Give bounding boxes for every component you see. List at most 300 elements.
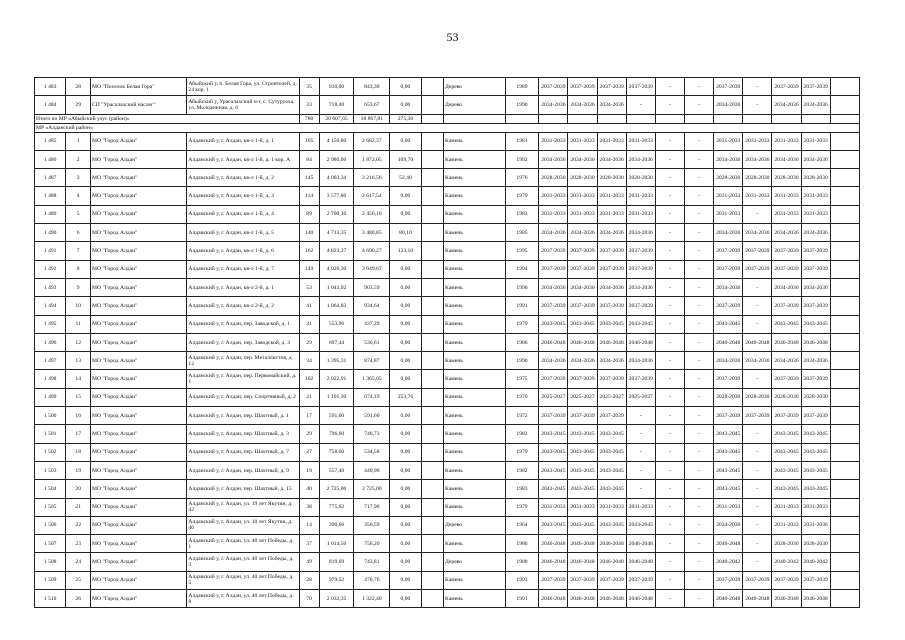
period-cell: 2037-2039 bbox=[568, 297, 597, 315]
row-id-cell: 1 508 bbox=[35, 553, 66, 571]
total-area-cell: 2 986,00 bbox=[319, 150, 354, 168]
build-year-cell: 1983 bbox=[505, 205, 539, 223]
apartments-cell: 28 bbox=[299, 571, 319, 589]
period-cell: 2031-2033 bbox=[714, 205, 743, 223]
period-cell: 2034-2036 bbox=[539, 352, 568, 370]
period-cell: 2040-2042 bbox=[801, 553, 830, 571]
row-id-cell: 1 497 bbox=[35, 352, 66, 370]
period-cell: - bbox=[655, 498, 684, 516]
period-cell: 2034-2036 bbox=[772, 96, 801, 114]
row-id-cell: 1 485 bbox=[35, 132, 66, 150]
total-value-cell: 20 607,65 bbox=[319, 114, 354, 123]
empty-cell bbox=[421, 553, 443, 571]
table-row bbox=[35, 205, 860, 223]
period-cell: 2037-2039 bbox=[801, 78, 830, 96]
period-cell: - bbox=[743, 370, 772, 388]
period-cell: 2037-2039 bbox=[743, 571, 772, 589]
period-cell: 2031-2033 bbox=[626, 187, 655, 205]
period-cell: 2025-2027 bbox=[539, 388, 568, 406]
empty-cell bbox=[801, 114, 830, 123]
empty-cell bbox=[830, 535, 859, 553]
period-cell: 2043-2045 bbox=[597, 443, 626, 461]
period-cell: 2037-2039 bbox=[626, 571, 655, 589]
period-cell: - bbox=[626, 461, 655, 479]
period-cell: 2046-2048 bbox=[626, 590, 655, 608]
nonliving-area-cell: 0,00 bbox=[390, 370, 421, 388]
empty-cell bbox=[568, 114, 597, 123]
period-cell: - bbox=[626, 480, 655, 498]
apartments-cell: 84 bbox=[299, 150, 319, 168]
period-cell: 2037-2039 bbox=[743, 260, 772, 278]
build-year-cell: 1988 bbox=[505, 553, 539, 571]
period-cell: 2046-2048 bbox=[626, 553, 655, 571]
empty-cell bbox=[421, 571, 443, 589]
apartments-cell: 114 bbox=[299, 187, 319, 205]
table-row bbox=[35, 370, 860, 388]
build-year-cell: 1982 bbox=[505, 425, 539, 443]
period-cell: 2046-2048 bbox=[714, 333, 743, 351]
row-number-cell: 13 bbox=[66, 352, 91, 370]
period-cell: 2031-2033 bbox=[568, 498, 597, 516]
apartments-cell: 33 bbox=[299, 96, 319, 114]
row-number-cell: 8 bbox=[66, 260, 91, 278]
living-area-cell: 874,87 bbox=[354, 352, 390, 370]
wall-material-cell: Камень bbox=[444, 352, 506, 370]
table-row bbox=[35, 571, 860, 589]
total-area-cell: 1 043,92 bbox=[319, 278, 354, 296]
row-id-cell: 1 505 bbox=[35, 498, 66, 516]
nonliving-area-cell: 0,00 bbox=[390, 78, 421, 96]
period-cell: 2028-2030 bbox=[772, 169, 801, 187]
period-cell: 2046-2048 bbox=[597, 553, 626, 571]
total-area-cell: 4 823,37 bbox=[319, 242, 354, 260]
address-cell: Алданский у, г. Алдан, пер. Шахтный, д. 1 bbox=[187, 407, 299, 425]
apartments-cell: 149 bbox=[299, 260, 319, 278]
empty-cell bbox=[421, 224, 443, 242]
period-cell: 2034-2036 bbox=[568, 150, 597, 168]
period-cell: 2031-2033 bbox=[597, 132, 626, 150]
table-row bbox=[35, 260, 860, 278]
empty-cell bbox=[421, 242, 443, 260]
municipality-cell: МО "Город Алдан" bbox=[91, 224, 187, 242]
period-cell: 2034-2036 bbox=[772, 150, 801, 168]
period-cell: 2043-2045 bbox=[539, 461, 568, 479]
empty-cell bbox=[743, 114, 772, 123]
period-cell: 2037-2039 bbox=[539, 260, 568, 278]
municipality-cell: МО "Город Алдан" bbox=[91, 187, 187, 205]
table-row bbox=[35, 96, 860, 114]
period-cell: 2037-2039 bbox=[597, 260, 626, 278]
period-cell: 2028-2030 bbox=[714, 388, 743, 406]
period-cell: - bbox=[685, 443, 714, 461]
wall-material-cell: Камень bbox=[444, 333, 506, 351]
nonliving-area-cell: 0,00 bbox=[390, 516, 421, 534]
period-cell: - bbox=[685, 370, 714, 388]
apartments-cell: 40 bbox=[299, 480, 319, 498]
apartments-cell: 34 bbox=[299, 352, 319, 370]
living-area-cell: 717,90 bbox=[354, 498, 390, 516]
period-cell: - bbox=[655, 425, 684, 443]
empty-cell bbox=[830, 425, 859, 443]
period-cell: - bbox=[626, 425, 655, 443]
living-area-cell: 2 456,10 bbox=[354, 205, 390, 223]
total-area-cell: 1 014,50 bbox=[319, 535, 354, 553]
municipality-cell: МО "Город Алдан" bbox=[91, 498, 187, 516]
nonliving-area-cell: 0,00 bbox=[390, 553, 421, 571]
living-area-cell: 536,61 bbox=[354, 333, 390, 351]
empty-cell bbox=[421, 333, 443, 351]
empty-cell bbox=[421, 407, 443, 425]
period-cell: 2037-2039 bbox=[568, 407, 597, 425]
empty-cell bbox=[444, 114, 506, 123]
period-cell: 2034-2036 bbox=[597, 150, 626, 168]
total-label: Итого по МР «Абыйский улус (район)» bbox=[35, 114, 300, 123]
nonliving-area-cell: 0,00 bbox=[390, 443, 421, 461]
municipality-cell: МО "Город Алдан" bbox=[91, 132, 187, 150]
empty-cell bbox=[830, 571, 859, 589]
period-cell: - bbox=[685, 553, 714, 571]
period-cell: 2043-2045 bbox=[568, 315, 597, 333]
total-area-cell: 553,96 bbox=[319, 315, 354, 333]
empty-cell bbox=[421, 187, 443, 205]
empty-cell bbox=[597, 114, 626, 123]
table-row bbox=[35, 498, 860, 516]
table-row bbox=[35, 480, 860, 498]
period-cell: 2034-2036 bbox=[801, 96, 830, 114]
row-number-cell: 18 bbox=[66, 443, 91, 461]
period-cell: 2037-2039 bbox=[772, 571, 801, 589]
empty-cell bbox=[830, 498, 859, 516]
period-cell: 2046-2048 bbox=[597, 535, 626, 553]
period-cell: 2043-2045 bbox=[772, 461, 801, 479]
period-cell: 2046-2048 bbox=[772, 333, 801, 351]
row-id-cell: 1 486 bbox=[35, 150, 66, 168]
municipality-cell: МО "Город Алдан" bbox=[91, 425, 187, 443]
period-cell: 2034-2036 bbox=[714, 224, 743, 242]
total-area-cell: 591,60 bbox=[319, 407, 354, 425]
wall-material-cell: Камень bbox=[444, 388, 506, 406]
address-cell: Абыйский у, Урасалахский н-г, с. Сутуруоха, ул. Молодежная, д. 6 bbox=[187, 96, 299, 114]
empty-cell bbox=[830, 187, 859, 205]
empty-cell bbox=[830, 333, 859, 351]
build-year-cell: 1990 bbox=[505, 278, 539, 296]
build-year-cell: 1990 bbox=[505, 96, 539, 114]
period-cell: 2034-2036 bbox=[568, 224, 597, 242]
build-year-cell: 1990 bbox=[505, 352, 539, 370]
period-cell: 2046-2048 bbox=[772, 590, 801, 608]
row-number-cell: 17 bbox=[66, 425, 91, 443]
table-row bbox=[35, 516, 860, 534]
period-cell: 2037-2039 bbox=[772, 260, 801, 278]
address-cell: Алданский у, г. Алдан, пер. Шахтный, д. 7 bbox=[187, 443, 299, 461]
period-cell: 2034-2036 bbox=[714, 278, 743, 296]
period-cell: - bbox=[655, 205, 684, 223]
apartments-cell: 89 bbox=[299, 205, 319, 223]
period-cell: - bbox=[655, 590, 684, 608]
period-cell: - bbox=[655, 407, 684, 425]
total-area-cell: 910,00 bbox=[319, 78, 354, 96]
period-cell: 2046-2048 bbox=[539, 535, 568, 553]
empty-cell bbox=[714, 114, 743, 123]
period-cell: 2046-2048 bbox=[714, 590, 743, 608]
period-cell: 2037-2039 bbox=[714, 370, 743, 388]
build-year-cell: 1989 bbox=[505, 78, 539, 96]
period-cell: - bbox=[685, 315, 714, 333]
period-cell: 2037-2039 bbox=[626, 260, 655, 278]
period-cell: - bbox=[655, 315, 684, 333]
living-area-cell: 1 872,05 bbox=[354, 150, 390, 168]
build-year-cell: 1992 bbox=[505, 150, 539, 168]
period-cell: 2034-2036 bbox=[568, 96, 597, 114]
period-cell: - bbox=[655, 242, 684, 260]
row-number-cell: 11 bbox=[66, 315, 91, 333]
row-number-cell: 26 bbox=[66, 590, 91, 608]
period-cell: - bbox=[655, 480, 684, 498]
period-cell: 2031-2033 bbox=[743, 187, 772, 205]
period-cell: 2034-2036 bbox=[801, 352, 830, 370]
empty-cell bbox=[421, 590, 443, 608]
municipality-cell: МО "Город Алдан" bbox=[91, 443, 187, 461]
period-cell: - bbox=[655, 370, 684, 388]
period-cell: 2031-2033 bbox=[772, 205, 801, 223]
period-cell: 2034-2036 bbox=[714, 150, 743, 168]
period-cell: 2043-2045 bbox=[568, 461, 597, 479]
empty-cell bbox=[421, 388, 443, 406]
row-number-cell: 15 bbox=[66, 388, 91, 406]
living-area-cell: 2 725,00 bbox=[354, 480, 390, 498]
wall-material-cell: Камень bbox=[444, 443, 506, 461]
row-id-cell: 1 490 bbox=[35, 224, 66, 242]
row-id-cell: 1 492 bbox=[35, 260, 66, 278]
period-cell: 2043-2045 bbox=[568, 480, 597, 498]
period-cell: - bbox=[655, 571, 684, 589]
period-cell: - bbox=[655, 352, 684, 370]
municipality-cell: МО "Город Алдан" bbox=[91, 535, 187, 553]
empty-cell bbox=[830, 278, 859, 296]
period-cell: 2043-2045 bbox=[597, 461, 626, 479]
living-area-cell: 470,76 bbox=[354, 571, 390, 589]
living-area-cell: 534,58 bbox=[354, 443, 390, 461]
living-area-cell: 3 649,67 bbox=[354, 260, 390, 278]
period-cell: - bbox=[685, 571, 714, 589]
period-cell: 2028-2030 bbox=[772, 388, 801, 406]
address-cell: Алданский у, г. Алдан, пер. Шахтный, д. 15 bbox=[187, 480, 299, 498]
period-cell: 2028-2030 bbox=[626, 169, 655, 187]
empty-cell bbox=[685, 114, 714, 123]
period-cell: 2043-2045 bbox=[539, 516, 568, 534]
period-cell: 2037-2039 bbox=[801, 297, 830, 315]
apartments-cell: 102 bbox=[299, 370, 319, 388]
total-value-cell: 780 bbox=[299, 114, 319, 123]
total-area-cell: 557,40 bbox=[319, 461, 354, 479]
living-area-cell: 674,19 bbox=[354, 388, 390, 406]
period-cell: 2031-2033 bbox=[801, 132, 830, 150]
total-area-cell: 4 003,34 bbox=[319, 169, 354, 187]
period-cell: 2034-2036 bbox=[772, 352, 801, 370]
row-number-cell: 1 bbox=[66, 132, 91, 150]
living-area-cell: 1 322,40 bbox=[354, 590, 390, 608]
period-cell: 2028-2030 bbox=[801, 388, 830, 406]
period-cell: 2034-2036 bbox=[743, 150, 772, 168]
living-area-cell: 591,60 bbox=[354, 407, 390, 425]
empty-cell bbox=[421, 78, 443, 96]
living-area-cell: 2 617,54 bbox=[354, 187, 390, 205]
period-cell: - bbox=[743, 96, 772, 114]
period-cell: - bbox=[655, 187, 684, 205]
period-cell: 2037-2039 bbox=[801, 370, 830, 388]
period-cell: 2037-2039 bbox=[801, 571, 830, 589]
period-cell: 2037-2039 bbox=[714, 260, 743, 278]
empty-cell bbox=[421, 370, 443, 388]
row-number-cell: 5 bbox=[66, 205, 91, 223]
wall-material-cell: Дерево bbox=[444, 553, 506, 571]
period-cell: 2037-2039 bbox=[568, 78, 597, 96]
period-cell: - bbox=[743, 461, 772, 479]
apartments-cell: 140 bbox=[299, 224, 319, 242]
period-cell: 2043-2045 bbox=[714, 443, 743, 461]
row-number-cell: 6 bbox=[66, 224, 91, 242]
table-row bbox=[35, 425, 860, 443]
row-id-cell: 1 496 bbox=[35, 333, 66, 351]
period-cell: 2046-2048 bbox=[568, 590, 597, 608]
period-cell: 2028-2030 bbox=[743, 388, 772, 406]
wall-material-cell: Камень bbox=[444, 425, 506, 443]
period-cell: 2043-2045 bbox=[597, 480, 626, 498]
build-year-cell: 1986 bbox=[505, 535, 539, 553]
period-cell: - bbox=[743, 297, 772, 315]
municipality-cell: МО "Город Алдан" bbox=[91, 315, 187, 333]
period-cell: - bbox=[685, 242, 714, 260]
address-cell: Алданский у, г. Алдан, ул. 40 лет Победы, д. 8 bbox=[187, 590, 299, 608]
period-cell: 2034-2036 bbox=[801, 224, 830, 242]
period-cell: 2034-2036 bbox=[772, 224, 801, 242]
section-row bbox=[35, 123, 860, 132]
table-body bbox=[35, 78, 860, 608]
row-number-cell: 28 bbox=[66, 78, 91, 96]
period-cell: 2037-2039 bbox=[597, 370, 626, 388]
apartments-cell: 35 bbox=[299, 78, 319, 96]
period-cell: 2037-2039 bbox=[568, 571, 597, 589]
row-number-cell: 3 bbox=[66, 169, 91, 187]
period-cell: 2028-2030 bbox=[801, 169, 830, 187]
period-cell: 2037-2039 bbox=[568, 260, 597, 278]
period-cell: 2034-2036 bbox=[801, 278, 830, 296]
period-cell: - bbox=[743, 553, 772, 571]
period-cell: - bbox=[685, 407, 714, 425]
period-cell: 2037-2039 bbox=[539, 571, 568, 589]
table-row bbox=[35, 443, 860, 461]
period-cell: 2037-2039 bbox=[597, 78, 626, 96]
wall-material-cell: Дерево bbox=[444, 516, 506, 534]
period-cell: - bbox=[743, 516, 772, 534]
address-cell: Алданский у, г. Алдан, кв-л 1-й, д. 1 bbox=[187, 132, 299, 150]
period-cell: 2031-2033 bbox=[597, 498, 626, 516]
row-id-cell: 1 488 bbox=[35, 187, 66, 205]
period-cell: 2043-2045 bbox=[801, 425, 830, 443]
nonliving-area-cell: 0,00 bbox=[390, 590, 421, 608]
row-number-cell: 20 bbox=[66, 480, 91, 498]
address-cell: Алданский у, г. Алдан, ул. 40 лет Победы, д. 3 bbox=[187, 553, 299, 571]
empty-cell bbox=[830, 260, 859, 278]
period-cell: - bbox=[626, 96, 655, 114]
section-label: МР «Алданский район» bbox=[35, 123, 860, 132]
apartments-cell: 145 bbox=[299, 169, 319, 187]
nonliving-area-cell: 133,10 bbox=[390, 242, 421, 260]
municipality-cell: МО "Город Алдан" bbox=[91, 388, 187, 406]
address-cell: Алданский у, г. Алдан, пер. Металлистов, д. 12 bbox=[187, 352, 299, 370]
apartments-cell: 37 bbox=[299, 535, 319, 553]
wall-material-cell: Камень bbox=[444, 571, 506, 589]
period-cell: 2031-2033 bbox=[714, 187, 743, 205]
nonliving-area-cell: 52,40 bbox=[390, 169, 421, 187]
period-cell: 2037-2039 bbox=[539, 297, 568, 315]
total-area-cell: 796,60 bbox=[319, 425, 354, 443]
table-row bbox=[35, 352, 860, 370]
period-cell: - bbox=[685, 132, 714, 150]
period-cell: 2031-2033 bbox=[626, 205, 655, 223]
row-id-cell: 1 501 bbox=[35, 425, 66, 443]
period-cell: 2037-2039 bbox=[743, 242, 772, 260]
period-cell: - bbox=[685, 388, 714, 406]
period-cell: 2034-2036 bbox=[597, 224, 626, 242]
period-cell: 2034-2036 bbox=[626, 278, 655, 296]
period-cell: - bbox=[685, 480, 714, 498]
table-row bbox=[35, 407, 860, 425]
build-year-cell: 1991 bbox=[505, 297, 539, 315]
row-number-cell: 2 bbox=[66, 150, 91, 168]
period-cell: - bbox=[685, 187, 714, 205]
total-area-cell: 3 577,80 bbox=[319, 187, 354, 205]
municipality-cell: МО "Город Алдан" bbox=[91, 150, 187, 168]
empty-cell bbox=[830, 590, 859, 608]
period-cell: 2046-2048 bbox=[539, 590, 568, 608]
period-cell: - bbox=[655, 132, 684, 150]
address-cell: Алданский у, г. Алдан, кв-л 1-й, д. 5 bbox=[187, 224, 299, 242]
period-cell: - bbox=[655, 260, 684, 278]
total-area-cell: 4 713,35 bbox=[319, 224, 354, 242]
row-id-cell: 1 484 bbox=[35, 96, 66, 114]
wall-material-cell: Камень bbox=[444, 480, 506, 498]
period-cell: 2031-2033 bbox=[772, 187, 801, 205]
period-cell: - bbox=[743, 278, 772, 296]
period-cell: 2046-2048 bbox=[539, 553, 568, 571]
housing-registry-table bbox=[34, 77, 860, 608]
period-cell: 2034-2036 bbox=[626, 224, 655, 242]
row-number-cell: 4 bbox=[66, 187, 91, 205]
wall-material-cell: Камень bbox=[444, 590, 506, 608]
total-area-cell: 1 101,30 bbox=[319, 388, 354, 406]
address-cell: Алданский у, г. Алдан, ул. 19 лет Якутии, д. 42 bbox=[187, 498, 299, 516]
period-cell: 2037-2039 bbox=[626, 297, 655, 315]
period-cell: 2031-2033 bbox=[568, 187, 597, 205]
living-area-cell: 437,29 bbox=[354, 315, 390, 333]
period-cell: 2037-2039 bbox=[714, 242, 743, 260]
address-cell: Алданский у, г. Алдан, пер. Первомайский, д. 1 bbox=[187, 370, 299, 388]
period-cell: 2031-2033 bbox=[539, 187, 568, 205]
period-cell: - bbox=[685, 169, 714, 187]
apartments-cell: 27 bbox=[299, 443, 319, 461]
row-id-cell: 1 500 bbox=[35, 407, 66, 425]
table-row bbox=[35, 535, 860, 553]
period-cell: 2031-2033 bbox=[539, 498, 568, 516]
period-cell: 2037-2039 bbox=[568, 242, 597, 260]
period-cell: - bbox=[626, 407, 655, 425]
row-number-cell: 22 bbox=[66, 516, 91, 534]
row-id-cell: 1 494 bbox=[35, 297, 66, 315]
municipality-cell: МО "Поселок Белая Гора" bbox=[91, 78, 187, 96]
period-cell: 2043-2045 bbox=[801, 443, 830, 461]
period-cell: - bbox=[685, 78, 714, 96]
